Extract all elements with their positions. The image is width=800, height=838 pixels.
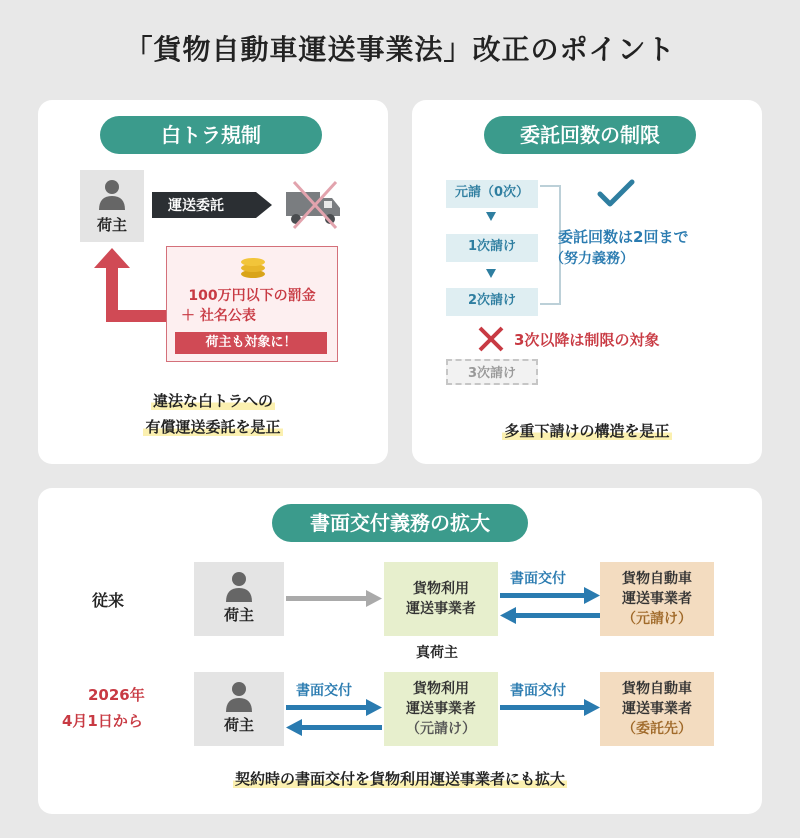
check-icon xyxy=(596,178,636,210)
caption-line2: 有償運送委託を是正 xyxy=(145,418,281,436)
caption-consign-limit: 多重下請けの構造を是正 xyxy=(504,422,670,440)
coins-icon xyxy=(239,254,267,280)
doc-label-after-left: 書面交付 xyxy=(296,683,352,699)
shipper-label: 荷主 xyxy=(96,216,127,234)
penalty-return-arrow xyxy=(94,248,170,328)
person-icon xyxy=(224,680,254,714)
penalty-badge: 荷主も対象に！ xyxy=(175,332,327,354)
caption-line1: 違法な白トラへの xyxy=(152,392,273,410)
panel-heading-consign-limit: 委託回数の制限 xyxy=(484,116,696,154)
shipper-box-before xyxy=(194,562,284,636)
consign-label: 運送委託 xyxy=(168,198,224,214)
after-label-date: 4月1日から xyxy=(62,712,143,730)
double-arrow-before xyxy=(500,586,600,626)
shipper-box xyxy=(80,170,144,242)
penalty-fine: 100万円以下の罰金 xyxy=(188,288,316,304)
penalty-box xyxy=(166,246,338,362)
doc-label-before: 書面交付 xyxy=(510,571,566,587)
panel-document-delivery xyxy=(38,488,762,814)
shipper-box-after xyxy=(194,672,284,746)
panel-white-truck xyxy=(38,100,388,464)
panel-heading-document: 書面交付義務の拡大 xyxy=(272,504,528,542)
carrier-box-before: 貨物自動車 運送事業者 （元請け） xyxy=(600,562,714,636)
before-label: 従来 xyxy=(92,591,125,610)
limit-note: 委託回数は2回まで xyxy=(558,228,689,246)
down-arrow-2 xyxy=(486,269,496,278)
tier-third: 3次請け xyxy=(446,359,538,385)
restrict-note: 3次以降は制限の対象 xyxy=(514,331,660,349)
carrier-box-after: 貨物自動車 運送事業者 （委託先） xyxy=(600,672,714,746)
tier-first: 1次請け xyxy=(446,234,538,262)
caption-document: 契約時の書面交付を貨物利用運送事業者にも拡大 xyxy=(234,770,565,788)
gray-arrow xyxy=(286,589,382,609)
double-arrow-after-left xyxy=(286,698,382,738)
forwarder-box-after: 貨物利用 運送事業者 （元請け） xyxy=(384,672,498,746)
person-icon xyxy=(224,570,254,604)
page-title: 「貨物自動車運送事業法」改正のポイント xyxy=(124,33,676,66)
truck-crossed-icon xyxy=(282,178,346,234)
cross-icon xyxy=(476,324,506,354)
tier-prime: 元請（0次） xyxy=(446,180,538,208)
after-label-year: 2026年 xyxy=(88,686,145,704)
penalty-publish: ＋ 社名公表 xyxy=(181,308,256,324)
arrow-after-right xyxy=(500,698,600,718)
panel-heading-white-truck: 白トラ規制 xyxy=(100,116,322,154)
shipper-label: 荷主 xyxy=(223,606,254,624)
limit-note-sub: （努力義務） xyxy=(550,251,634,267)
shipper-label: 荷主 xyxy=(223,716,254,734)
true-shipper-label: 真荷主 xyxy=(416,645,458,661)
down-arrow-1 xyxy=(486,212,496,221)
caption-white-truck xyxy=(38,388,388,440)
doc-label-after-right: 書面交付 xyxy=(510,683,566,699)
person-icon xyxy=(97,178,127,212)
tier-second: 2次請け xyxy=(446,288,538,316)
forwarder-box-before: 貨物利用 運送事業者 xyxy=(384,562,498,636)
panel-consign-limit xyxy=(412,100,762,464)
